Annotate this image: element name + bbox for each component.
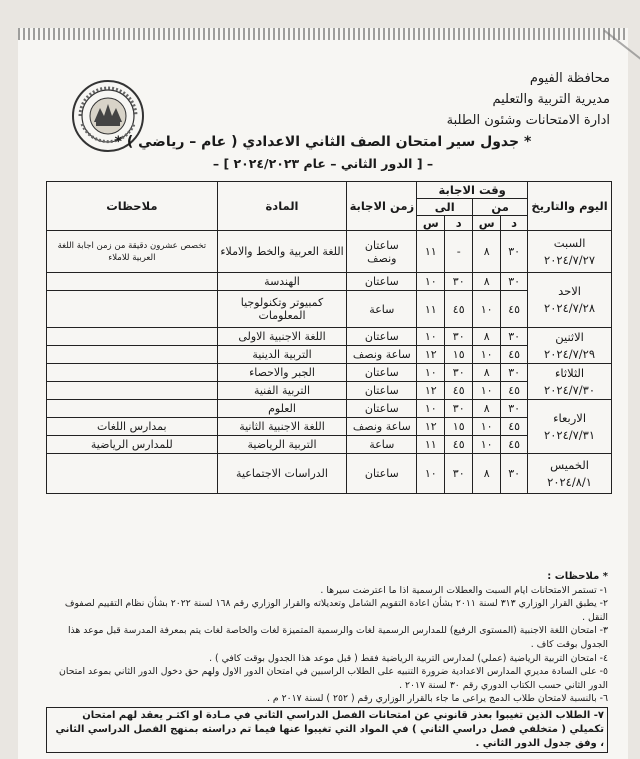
- duration-cell: ساعتان: [347, 382, 417, 400]
- perforated-edge: [18, 28, 628, 40]
- from-hour: ٨: [473, 273, 501, 291]
- from-hour: ٨: [473, 328, 501, 346]
- from-minute: ٤٥: [501, 436, 528, 454]
- table-row: [47, 436, 612, 454]
- to-minute: ٤٥: [445, 382, 473, 400]
- to-hour: ١٢: [417, 382, 445, 400]
- day-cell: الخميس ٢٠٢٤/٨/١: [528, 454, 612, 494]
- header-notes: ملاحظات: [47, 182, 218, 231]
- day-cell: الاحد ٢٠٢٤/٧/٢٨: [528, 273, 612, 328]
- from-minute: ٤٥: [501, 418, 528, 436]
- subject-cell: التربية الفنية: [217, 382, 347, 400]
- subject-cell: اللغة الاجنبية الاولى: [217, 328, 347, 346]
- header-day-date: اليوم والتاريخ: [528, 182, 612, 231]
- to-hour: ١١: [417, 231, 445, 273]
- table-row: [47, 291, 612, 328]
- subject-cell: اللغة العربية والخط والاملاء: [217, 231, 347, 273]
- table-row: [47, 418, 612, 436]
- to-hour: ١٠: [417, 454, 445, 494]
- table-row: [47, 273, 612, 291]
- duration-cell: ساعتان: [347, 454, 417, 494]
- from-hour: ٨: [473, 364, 501, 382]
- from-hour: ٨: [473, 231, 501, 273]
- from-minute: ٣٠: [501, 454, 528, 494]
- from-hour: ٨: [473, 454, 501, 494]
- table-row: [47, 346, 612, 364]
- note-item: ٣- امتحان اللغة الاجنبية (المستوى الرفيع) للمدارس الرسمية لغات والرسمية المتميزة لغات والخاصة لغات يتم بمعرفة المدرسة قبل موعد هذا الجدول بوقت كاف .: [67, 625, 608, 650]
- note-cell: [47, 382, 218, 400]
- from-hour: ١٠: [473, 382, 501, 400]
- table-row: [47, 328, 612, 346]
- subject-cell: التربية الدينية: [217, 346, 347, 364]
- note-cell: [47, 291, 218, 328]
- duration-cell: ساعة ونصف: [347, 418, 417, 436]
- to-hour: ١١: [417, 291, 445, 328]
- duration-cell: ساعتان: [347, 273, 417, 291]
- from-minute: ٣٠: [501, 231, 528, 273]
- table-row: [47, 231, 612, 273]
- note-cell: [47, 400, 218, 418]
- to-hour: ١٠: [417, 400, 445, 418]
- to-minute: ٤٥: [445, 436, 473, 454]
- schedule-title: * جدول سير امتحان الصف الثاني الاعدادي ( عام – رياضي ) *: [114, 134, 532, 150]
- subject-cell: الدراسات الاجتماعية: [217, 454, 347, 494]
- note-item: ١- تستمر الامتحانات ايام السبت والعطلات الرسمية اذا ما اعترضت سيرها .: [320, 584, 608, 596]
- header-from: من: [473, 199, 528, 216]
- boxed-note: ٧- الطلاب الذين تغيبوا بعذر قانوني عن امتحانات الفصل الدراسي الثاني في مـادة او اكثـر يعقد لهم امتحان تكميلي ( متخلفي فصل دراسي الثاني ) في المواد التي تغيبوا عنها فيما تم دراسته بمنهج الفصل الدراسي الثاني ، وفق جدول الدور الثاني .: [46, 707, 608, 753]
- from-minute: ٣٠: [501, 273, 528, 291]
- duration-cell: ساعة: [347, 291, 417, 328]
- from-hour: ١٠: [473, 418, 501, 436]
- exam-schedule-table: [46, 181, 612, 494]
- note-cell: [47, 273, 218, 291]
- duration-cell: ساعتان ونصف: [347, 231, 417, 273]
- to-minute: ٣٠: [445, 400, 473, 418]
- department: ادارة الامتحانات وشئون الطلبة: [446, 113, 610, 128]
- subject-cell: اللغة الاجنبية الثانية: [217, 418, 347, 436]
- header-subject: المادة: [217, 182, 347, 231]
- notes-heading: * ملاحظات :: [547, 571, 608, 582]
- from-hour: ١٠: [473, 436, 501, 454]
- document-header: [447, 68, 610, 131]
- to-minute: ٣٠: [445, 364, 473, 382]
- note-item: ٦- بالنسبة لامتحان طلاب الدمج يراعى ما جاء بالقرار الوزاري رقم ( ٢٥٢ ) لسنة ٢٠١٧ م .: [266, 693, 608, 705]
- duration-cell: ساعتان: [347, 364, 417, 382]
- to-hour: ١٠: [417, 273, 445, 291]
- day-cell: السبت ٢٠٢٤/٧/٢٧: [528, 231, 612, 273]
- note-item: ٢- يطبق القرار الوزاري ٣١٣ لسنة ٢٠١١ بشأن اعادة التقويم الشامل وتعديلاته والقرار الوزاري رقم ١٦٨ لسنة ٢٠٢٢ بشأن نظام التقييم لصفوف النقل .: [64, 598, 608, 623]
- note-cell: تخصص عشرون دقيقة من زمن اجابة اللغة العربية للاملاء: [47, 231, 218, 273]
- governorate: محافظة الفيوم: [529, 71, 610, 86]
- day-cell: الاربعاء ٢٠٢٤/٧/٣١: [528, 400, 612, 454]
- header-hour: س: [417, 216, 445, 231]
- from-hour: ١٠: [473, 291, 501, 328]
- to-hour: ١١: [417, 436, 445, 454]
- note-item: ٤- امتحان التربية الرياضية (عملي) لمدارس التربية الرياضية فقط ( قبل موعد هذا الجدول بوقت كافي ) .: [209, 652, 608, 664]
- note-cell: [47, 364, 218, 382]
- duration-cell: ساعة: [347, 436, 417, 454]
- header-minute: د: [445, 216, 473, 231]
- to-hour: ١٠: [417, 364, 445, 382]
- note-cell: [47, 328, 218, 346]
- table-row: [47, 454, 612, 494]
- table-row: [47, 382, 612, 400]
- to-minute: ٣٠: [445, 273, 473, 291]
- to-minute: ١٥: [445, 346, 473, 364]
- from-minute: ٣٠: [501, 328, 528, 346]
- document-page: [18, 28, 628, 759]
- subject-cell: التربية الرياضية: [217, 436, 347, 454]
- subject-cell: العلوم: [217, 400, 347, 418]
- to-hour: ١٢: [417, 418, 445, 436]
- to-minute: ٣٠: [445, 454, 473, 494]
- table-row: [47, 364, 612, 382]
- note-item: ٥- على السادة مديري المدارس الاعدادية ضرورة التنبيه على الطلاب الراسبين في امتحان الدور الاول ولهم حق دخول الدور الثاني بموعد امتحان الدور الثاني حسب الكتاب الدوري رقم ٣٠ لسنة ٢٠١٧ .: [59, 666, 608, 691]
- header-minute: د: [501, 216, 528, 231]
- duration-cell: ساعتان: [347, 328, 417, 346]
- note-cell: [47, 454, 218, 494]
- header-answer-time: وقت الاجابة: [417, 182, 528, 199]
- to-hour: ١٠: [417, 328, 445, 346]
- duration-cell: ساعة ونصف: [347, 346, 417, 364]
- notes-section: [46, 570, 608, 753]
- from-minute: ٤٥: [501, 346, 528, 364]
- from-minute: ٣٠: [501, 364, 528, 382]
- note-cell: [47, 346, 218, 364]
- day-cell: الثلاثاء ٢٠٢٤/٧/٣٠: [528, 364, 612, 400]
- note-cell: للمدارس الرياضية: [47, 436, 218, 454]
- header-to: الى: [417, 199, 473, 216]
- from-minute: ٣٠: [501, 400, 528, 418]
- subject-cell: الهندسة: [217, 273, 347, 291]
- to-minute: ٤٥: [445, 291, 473, 328]
- to-hour: ١٢: [417, 346, 445, 364]
- from-minute: ٤٥: [501, 291, 528, 328]
- duration-cell: ساعتان: [347, 400, 417, 418]
- subject-cell: كمبيوتر وتكنولوجيا المعلومات: [217, 291, 347, 328]
- header-duration: زمن الاجابة: [347, 182, 417, 231]
- to-minute: ١٥: [445, 418, 473, 436]
- header-hour: س: [473, 216, 501, 231]
- directorate: مديرية التربية والتعليم: [492, 92, 610, 107]
- schedule-subtitle: – [ الدور الثاني – عام ٢٠٢٤/٢٠٢٣ ] –: [212, 156, 434, 171]
- day-cell: الاثنين ٢٠٢٤/٧/٢٩: [528, 328, 612, 364]
- from-minute: ٤٥: [501, 382, 528, 400]
- subject-cell: الجبر والاحصاء: [217, 364, 347, 382]
- to-minute: -: [445, 231, 473, 273]
- from-hour: ٨: [473, 400, 501, 418]
- note-cell: بمدارس اللغات: [47, 418, 218, 436]
- table-row: [47, 400, 612, 418]
- to-minute: ٣٠: [445, 328, 473, 346]
- from-hour: ١٠: [473, 346, 501, 364]
